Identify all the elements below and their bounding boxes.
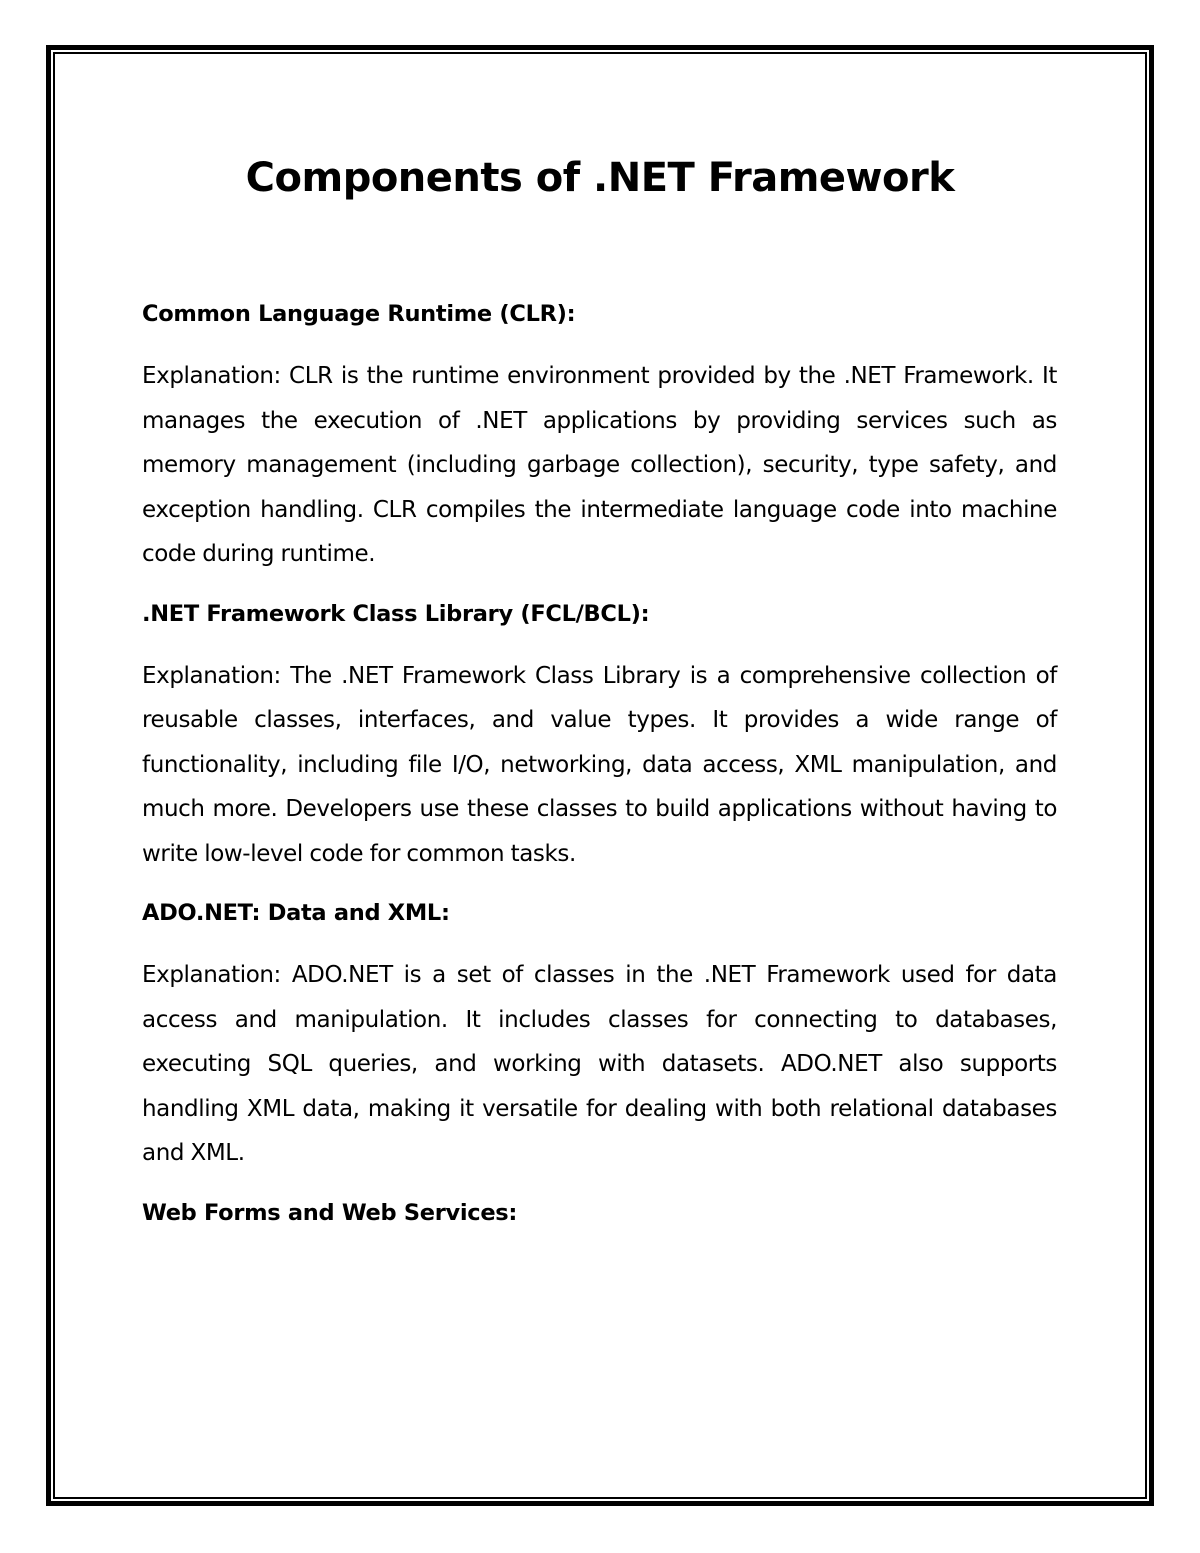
- section-heading-adonet: ADO.NET: Data and XML:: [142, 900, 450, 926]
- page-title: Components of .NET Framework: [245, 155, 955, 201]
- document-content: [142, 295, 1057, 1232]
- section-heading-clr: Common Language Runtime (CLR):: [142, 301, 576, 327]
- section-heading-fcl: .NET Framework Class Library (FCL/BCL):: [142, 600, 650, 627]
- section-body-fcl: Explanation: The .NET Framework Class Library is a comprehensive collection of reusable classes, interfaces, and value types. It provides a wide range of functionality, including file I/O, networking, data access, XML manipulation, and much more. Developers use these classes to build applications without having to write low-level code for common tasks.: [142, 662, 1057, 867]
- section-adonet: [142, 894, 1057, 1176]
- section-web-forms: [142, 1194, 1057, 1232]
- section-heading-web-forms: Web Forms and Web Services:: [142, 1199, 518, 1226]
- section-body-adonet: Explanation: ADO.NET is a set of classes in the .NET Framework used for data access and manipulation. It includes classes for connecting to databases, executing SQL queries, and working with datasets. ADO.NET also supports handling XML data, making it versatile for dealing with both relational databases and XML.: [142, 962, 1057, 1166]
- section-clr: [142, 295, 1057, 577]
- section-body-clr: Explanation: CLR is the runtime environment provided by the .NET Framework. It manages the execution of .NET applications by providing services such as memory management (including garbage collection), security, type safety, and exception handling. CLR compiles the intermediate language code into machine code during runtime.: [142, 363, 1057, 567]
- section-fcl: [142, 595, 1057, 877]
